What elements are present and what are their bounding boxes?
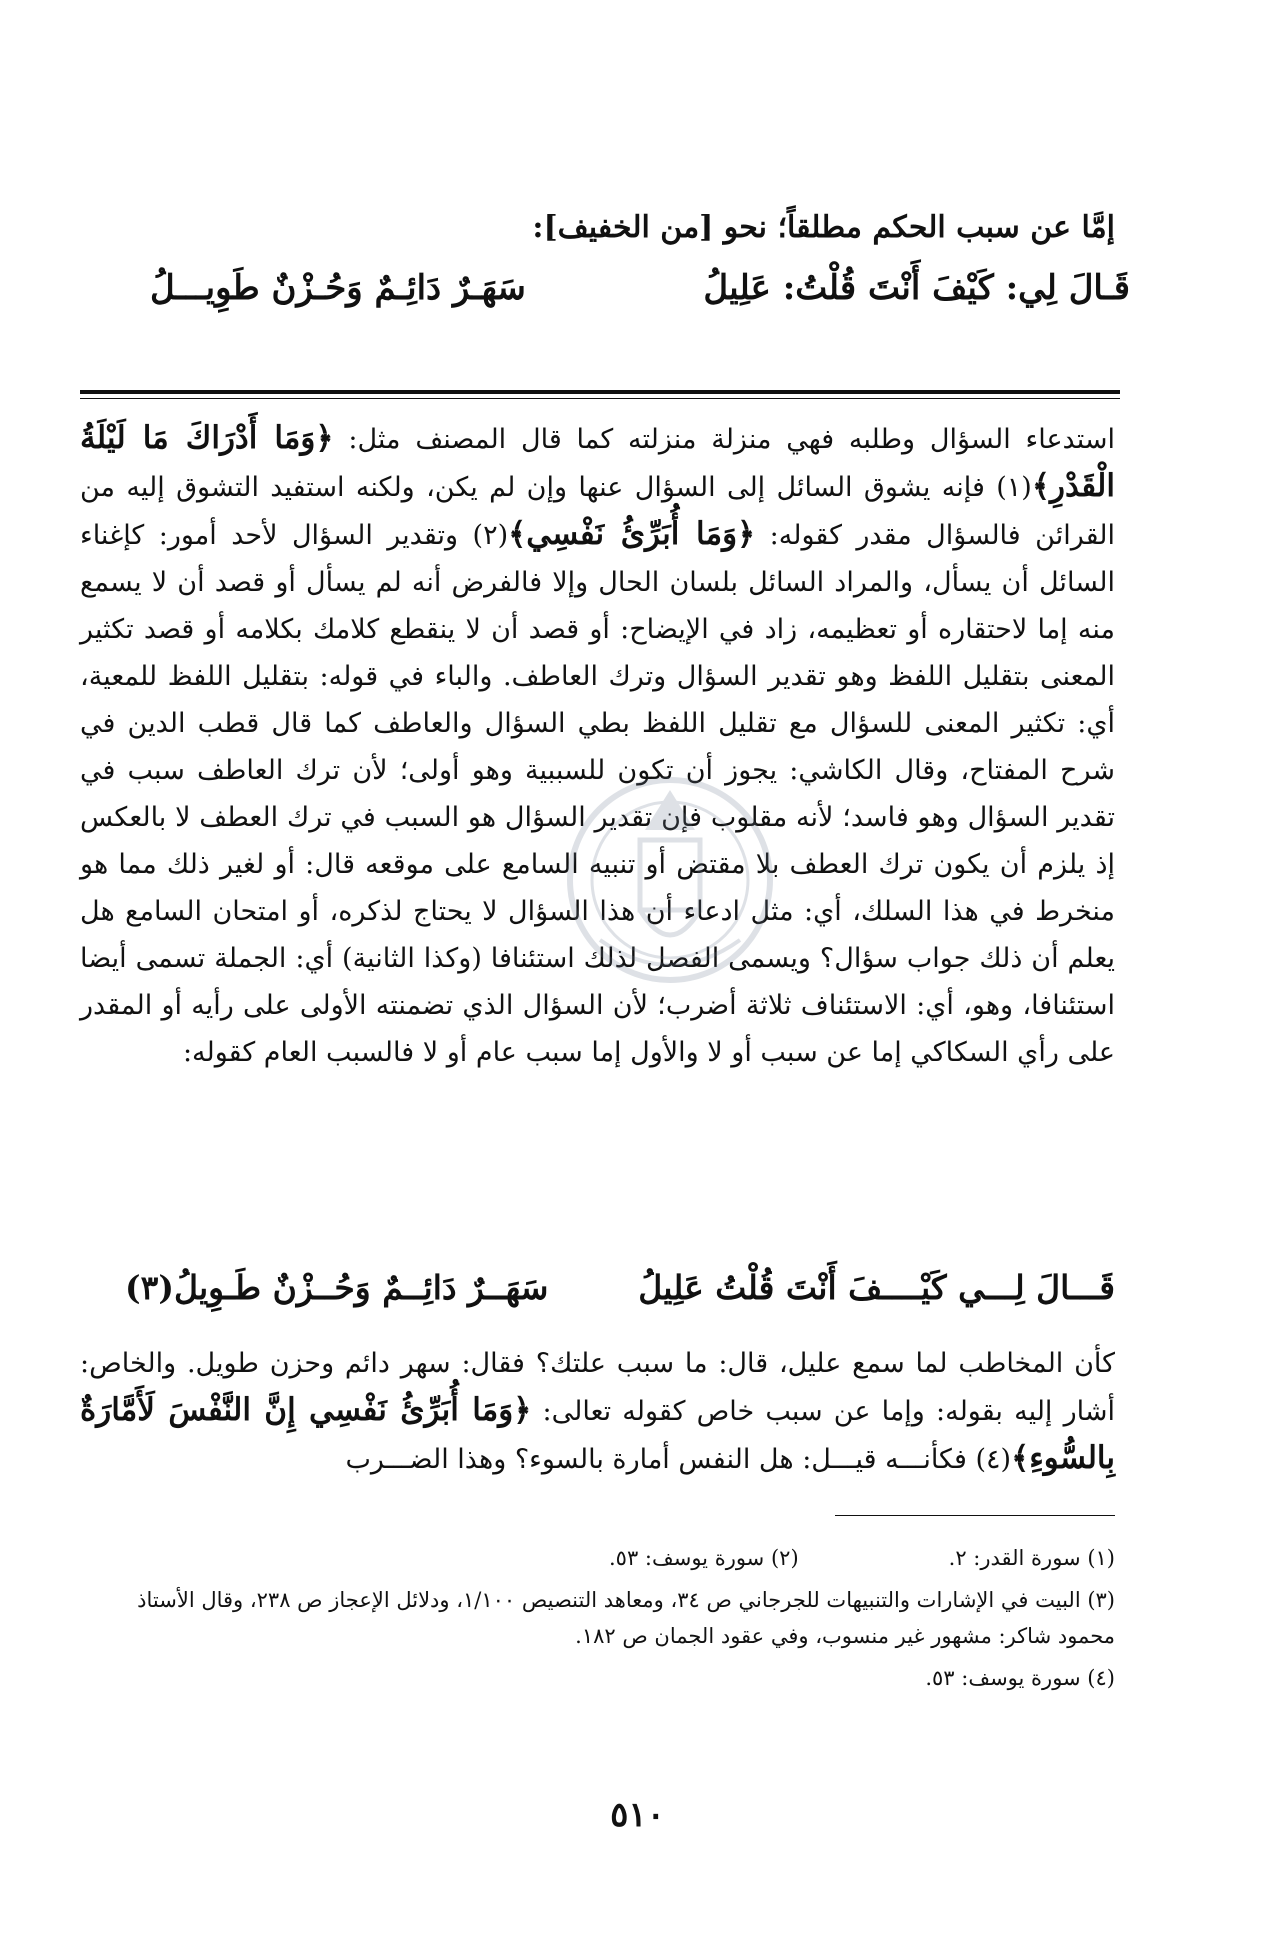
poem-verse-top — [150, 262, 1130, 314]
verse-body-first-hemistich: قَـــالَ لِـــي كَيْــــفَ أَنْتَ قُلْتُ عَلِيلُ — [638, 1268, 1115, 1307]
body-text-run: كأن المخاطب لما سمع عليل، قال: ما سبب علتك؟ فقال: سهر دائم وحزن طويل. والخاص: أشار إليه بقوله: وإما عن سبب خاص كقوله تعالى: — [80, 1348, 1115, 1427]
commentary-body-continued — [80, 1340, 1115, 1483]
body-text-run: (١) فإنه يشوق السائل إلى السؤال عنها وإن لم يكن، ولكنه استفيد التشوق إليه من القرائن فالسؤال مقدر كقوله: — [80, 472, 1115, 551]
body-text-run: (٤) فكأنـــه قيـــل: هل النفس أمارة بالسوء؟ وهذا الضـــرب — [345, 1444, 1012, 1475]
footnote-3: (٣) البيت في الإشارات والتنبيهات للجرجاني ص ٣٤، ومعاهد التنصيص ١/١٠٠، ودلائل الإعجاز ص ٢٣٨، وقال الأستاذ محمود شاكر: مشهور غير منسوب، وفي عقود الجمان ص ١٨٢. — [137, 1588, 1115, 1648]
quran-quote: ﴿وَمَا أُبَرِّئُ نَفْسِي﴾ — [508, 516, 756, 552]
verse-body-second-hemistich: سَهَــرٌ دَائِــمٌ وَحُــزْنٌ طَـوِيلُ(٣) — [125, 1268, 549, 1307]
text-divider-thin — [80, 398, 1120, 399]
body-text-run: استدعاء السؤال وطلبه فهي منزلة منزلته كما قال المصنف مثل: — [333, 424, 1115, 455]
poem-verse-body — [125, 1262, 1115, 1314]
verse-second-hemistich: سَهَـرٌ دَائِـمٌ وَحُـزْنٌ طَوِيـــلُ — [150, 268, 526, 308]
quran-quote: ﴿وَمَا أَدْرَاكَ مَا لَيْلَةُ الْقَدْرِ﴾ — [80, 420, 1115, 504]
footnote-row — [80, 1540, 1115, 1576]
quran-quote: ﴿وَمَا أُبَرِّئُ نَفْسِي إِنَّ النَّفْسَ لَأَمَّارَةٌ بِالسُّوءِ﴾ — [80, 1392, 1115, 1476]
footnote-divider — [835, 1515, 1115, 1516]
heading-line: إمَّا عن سبب الحكم مطلقاً؛ نحو [من الخفيف]: — [532, 210, 1115, 245]
footnotes — [80, 1540, 1115, 1702]
footnote-4: (٤) سورة يوسف: ٥٣. — [925, 1666, 1115, 1690]
text-divider-thick — [80, 390, 1120, 394]
footnote-1: (١) سورة القدر: ٢. — [948, 1546, 1115, 1570]
footnote-2: (٢) سورة يوسف: ٥٣. — [608, 1546, 799, 1570]
page-number: ٥١٠ — [610, 1795, 665, 1835]
verse-first-hemistich: قَـالَ لِي: كَيْفَ أَنْتَ قُلْتُ: عَلِيلُ — [703, 268, 1130, 308]
body-text-run: (٢) وتقدير السؤال لأحد أمور: كإغناء السائل أن يسأل، والمراد السائل بلسان الحال وإلا فالفرض أنه لم يسأل أو قصد أن لا يسمع منه إما لاحتقاره أو تعظيمه، زاد في الإيضاح: أو قصد أن لا ينقطع كلامك بكلامه أو قصد تكثير المعنى بتقليل اللفظ وهو تقدير السؤال وترك العاطف. والباء في قوله: بتقليل اللفظ للمعية، أي: تكثير المعنى للسؤال مع تقليل اللفظ بطي السؤال والعاطف كما قال قطب الدين في شرح المفتاح، وقال الكاشي: يجوز أن تكون للسببية وهو أولى؛ لأن ترك العاطف سبب في تقدير السؤال وهو فاسد؛ لأنه مقلوب فإن تقدير السؤال هو السبب في ترك العطف لا بالعكس إذ يلزم أن يكون ترك العطف بلا مقتض أو تنبيه السامع على موقعه قال: أو لغير ذلك مما هو منخرط في هذا السلك، أي: مثل ادعاء أن هذا السؤال لا يحتاج لذكره، أو امتحان السامع هل يعلم أن ذلك جواب سؤال؟ ويسمى الفصل لذلك استئنافا (وكذا الثانية) أي: الجملة تسمى أيضا استئنافا، وهو، أي: الاستئناف ثلاثة أضرب؛ لأن السؤال الذي تضمنته الأولى على رأيه أو المقدر على رأي السكاكي إما عن سبب أو لا والأول إما سبب عام أو لا فالسبب العام كقوله: — [80, 520, 1115, 1068]
library-seal-icon — [560, 760, 780, 990]
